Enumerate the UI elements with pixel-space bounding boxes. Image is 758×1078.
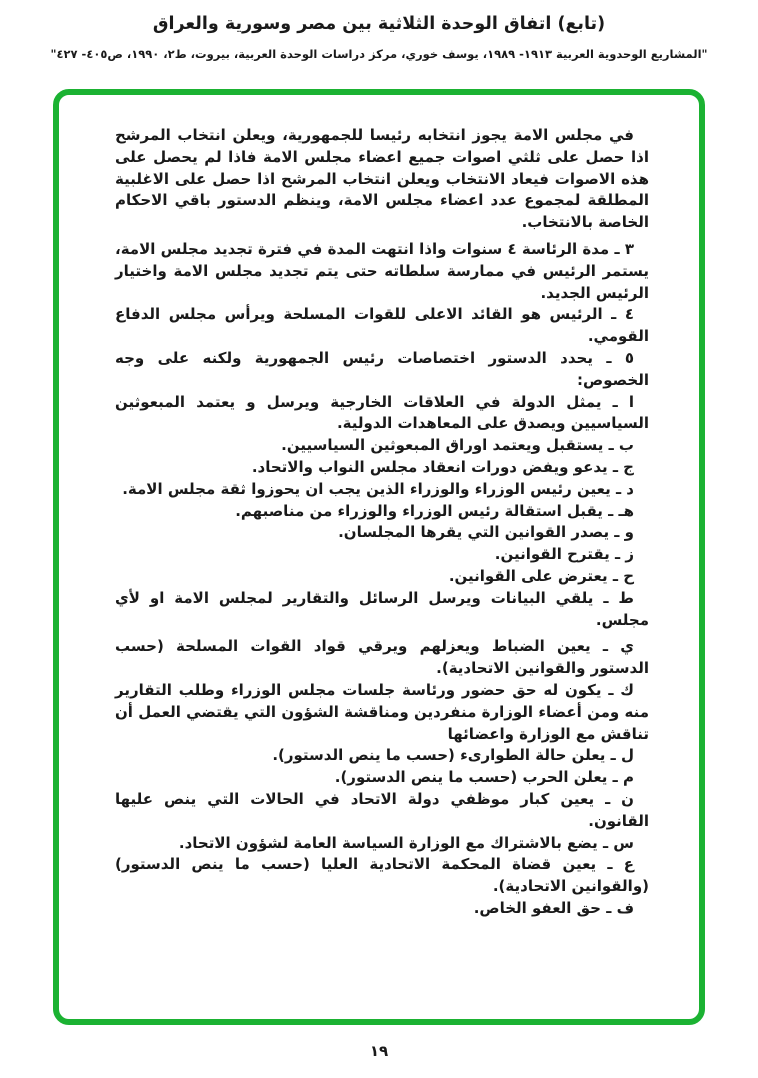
document-paragraph: ك ـ يكون له حق حضور ورئاسة جلسات مجلس الوزراء وطلب التقارير منه ومن أعضاء الوزارة منفردين ومناقشة الشؤون التي يقتضي العمل أن تناقش مع الوزارة واعضائها bbox=[115, 680, 649, 743]
document-paragraph: ل ـ يعلن حالة الطوارىء (حسب ما ينص الدستور). bbox=[272, 746, 634, 765]
green-border-frame bbox=[53, 89, 705, 1025]
document-paragraph: ط ـ يلقي البيانات ويرسل الرسائل والتقارير لمجلس الامة او لأي مجلس. bbox=[115, 588, 649, 629]
document-paragraph: ح ـ يعترض على القوانين. bbox=[448, 566, 634, 585]
document-paragraph: ٥ ـ يحدد الدستور اختصاصات رئيس الجمهورية ولكنه على وجه الخصوص: bbox=[115, 348, 649, 389]
document-paragraph: ا ـ يمثل الدولة في العلاقات الخارجية ويرسل و يعتمد المبعوثين السياسيين ويصدق على المعاهدات الدولية. bbox=[115, 392, 649, 433]
document-paragraph: هـ ـ يقبل استقالة رئيس الوزراء والوزراء من مناصبهم. bbox=[235, 501, 634, 520]
document-paragraph: في مجلس الامة يجوز انتخابه رئيسا للجمهورية، ويعلن انتخاب المرشح اذا حصل على ثلثي اصوات جميع اعضاء مجلس الامة فاذا لم يحصل على هذه الاصوات فيعاد الانتخاب ويعلن انتخاب المرشح اذا حصل على الاغلبية المطلقة لمجموع عدد اعضاء مجلس الامة، وينظم الدستور باقي الاحكام الخاصة بالانتخاب. bbox=[115, 126, 649, 232]
document-paragraph: ف ـ حق العفو الخاص. bbox=[473, 898, 634, 917]
document-paragraph: ز ـ يقترح القوانين. bbox=[494, 545, 634, 564]
document-paragraph: ي ـ يعين الضباط ويعزلهم ويرقي قواد القوات المسلحة (حسب الدستور والقوانين الاتحادية). bbox=[115, 637, 649, 678]
document-paragraph: ج ـ يدعو ويفض دورات انعقاد مجلس النواب والاتحاد. bbox=[251, 457, 634, 476]
page-number: ١٩ bbox=[369, 1042, 389, 1060]
document-paragraph: ٣ ـ مدة الرئاسة ٤ سنوات واذا انتهت المدة في فترة تجديد مجلس الامة، يستمر الرئيس في ممارسة سلطاته حتى يتم تجديد مجلس الامة واختيار الرئيس الجديد. bbox=[115, 239, 649, 302]
document-paragraph: ٤ ـ الرئيس هو القائد الاعلى للقوات المسلحة ويرأس مجلس الدفاع القومي. bbox=[115, 305, 649, 346]
document-paragraph: ع ـ يعين قضاة المحكمة الاتحادية العليا (حسب ما ينص الدستور) (والقوانين الاتحادية). bbox=[115, 855, 649, 896]
document-source-citation: "المشاريع الوحدوية العربية ١٩١٣- ١٩٨٩، يوسف خوري، مركز دراسات الوحدة العربية، بيروت، ط٢، ١٩٩٠، ص٤٠٥- ٤٢٧" bbox=[50, 47, 708, 61]
document-paragraph: د ـ يعين رئيس الوزراء والوزراء الذين يجب ان يحوزوا ثقة مجلس الامة. bbox=[122, 479, 634, 498]
document-paragraph: و ـ يصدر القوانين التي يقرها المجلسان. bbox=[338, 523, 634, 542]
document-paragraph: س ـ يضع بالاشتراك مع الوزارة السياسة العامة لشؤون الاتحاد. bbox=[178, 833, 634, 852]
document-title: (تابع) اتفاق الوحدة الثلاثية بين مصر وسورية والعراق bbox=[152, 14, 606, 34]
document-paragraph: ن ـ يعين كبار موظفي دولة الاتحاد في الحالات التي ينص عليها القانون. bbox=[115, 789, 649, 830]
document-body-text bbox=[59, 95, 699, 920]
document-paragraph: ب ـ يستقبل ويعتمد اوراق المبعوثين السياسيين. bbox=[281, 436, 634, 455]
document-paragraph: م ـ يعلن الحرب (حسب ما ينص الدستور). bbox=[334, 768, 634, 787]
